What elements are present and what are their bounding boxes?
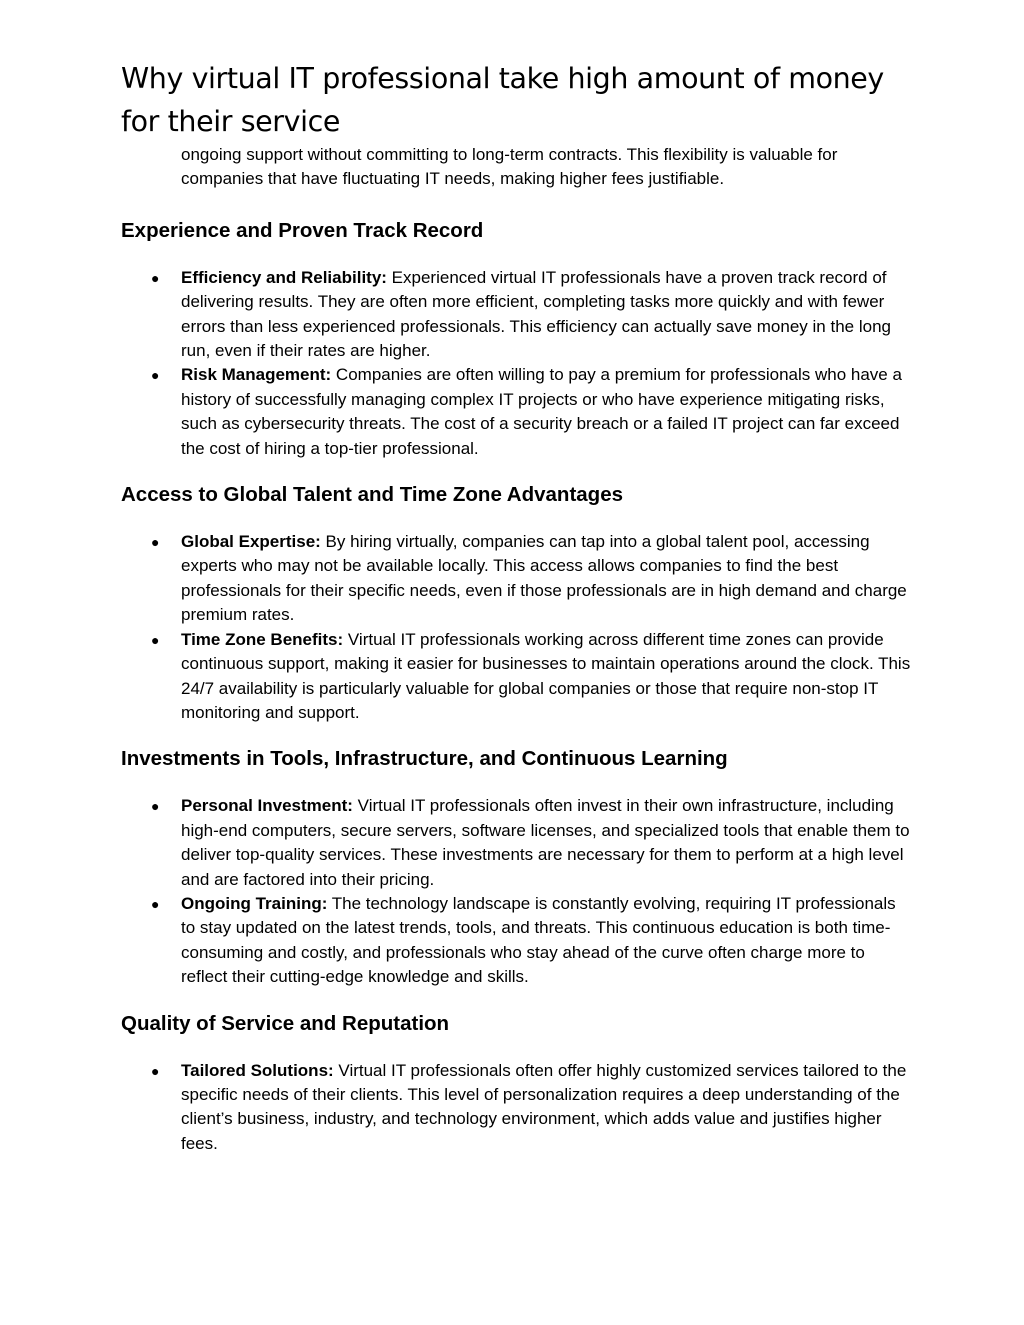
bullet-list-global-talent <box>121 530 911 725</box>
bullet-term: Global Expertise: <box>181 532 321 552</box>
intro-paragraph: ongoing support without committing to long-term contracts. This flexibility is valuable for companies that have fluctuating IT needs, making higher fees justifiable. <box>181 145 838 189</box>
bullet-term: Time Zone Benefits: <box>181 629 344 649</box>
list-item <box>121 1059 911 1157</box>
section-heading-quality: Quality of Service and Reputation <box>121 1011 450 1035</box>
bullet-term: Risk Management: <box>181 365 332 385</box>
bullet-term: Efficiency and Reliability: <box>181 267 387 287</box>
bullet-icon: ● <box>151 269 160 286</box>
list-item <box>121 794 911 892</box>
bullet-icon: ● <box>151 534 160 551</box>
bullet-text: Virtual IT professionals working across different time zones can provide continuous support, making it easier for businesses to maintain operations around the clock. This 24/7 availability is particularly valuable for global companies or those that require non-stop IT monitoring and support. <box>181 629 911 722</box>
bullet-list-quality <box>121 1059 911 1157</box>
bullet-list-experience <box>121 266 911 461</box>
bullet-icon: ● <box>151 367 160 384</box>
section-heading-experience: Experience and Proven Track Record <box>121 218 484 242</box>
list-item <box>121 628 911 726</box>
document-page <box>121 0 911 1156</box>
bullet-icon: ● <box>151 1062 160 1079</box>
bullet-icon: ● <box>151 631 160 648</box>
list-item <box>121 266 911 364</box>
bullet-list-investments <box>121 794 911 989</box>
bullet-text: Experienced virtual IT professionals have a proven track record of delivering results. They are often more efficient, completing tasks more quickly and with fewer errors than less experienced professionals. This efficiency can actually save money in the long run, even if their rates are higher. <box>181 267 891 361</box>
document-title: Why virtual IT professional take high amount of money for their service <box>121 62 884 138</box>
bullet-text: The technology landscape is constantly evolving, requiring IT professionals to stay updated on the latest trends, tools, and threats. This continuous education is both time-consuming and costly, and professionals who stay ahead of the curve often charge more to reflect their cutting-edge knowledge and skills. <box>181 893 896 987</box>
bullet-text: Virtual IT professionals often offer highly customized services tailored to the specific needs of their clients. This level of personalization requires a deep understanding of the client’s business, industry, and technology environment, which adds value and justifies higher fees. <box>181 1060 907 1153</box>
bullet-text: Companies are often willing to pay a premium for professionals who have a history of successfully managing complex IT projects or who have experience mitigating risks, such as cybersecurity threats. The cost of a security breach or a failed IT project can far exceed the cost of hiring a top-tier professional. <box>181 365 902 458</box>
bullet-text: By hiring virtually, companies can tap into a global talent pool, accessing experts who may not be available locally. This access allows companies to find the best professionals for their specific needs, even if those professionals are in high demand and charge premium rates. <box>181 532 907 625</box>
bullet-icon: ● <box>151 798 160 815</box>
list-item <box>121 363 911 461</box>
list-item <box>121 892 911 990</box>
bullet-text: Virtual IT professionals often invest in their own infrastructure, including high-end computers, secure servers, software licenses, and specialized tools that enable them to deliver top-quality services. These investments are necessary for them to perform at a high level and are factored into their pricing. <box>181 796 910 889</box>
bullet-term: Ongoing Training: <box>181 893 328 913</box>
list-item <box>121 530 911 628</box>
section-heading-global-talent: Access to Global Talent and Time Zone Advantages <box>121 483 623 507</box>
bullet-icon: ● <box>151 895 160 912</box>
bullet-term: Tailored Solutions: <box>181 1060 334 1080</box>
section-heading-investments: Investments in Tools, Infrastructure, and Continuous Learning <box>121 747 728 771</box>
bullet-term: Personal Investment: <box>181 796 353 816</box>
